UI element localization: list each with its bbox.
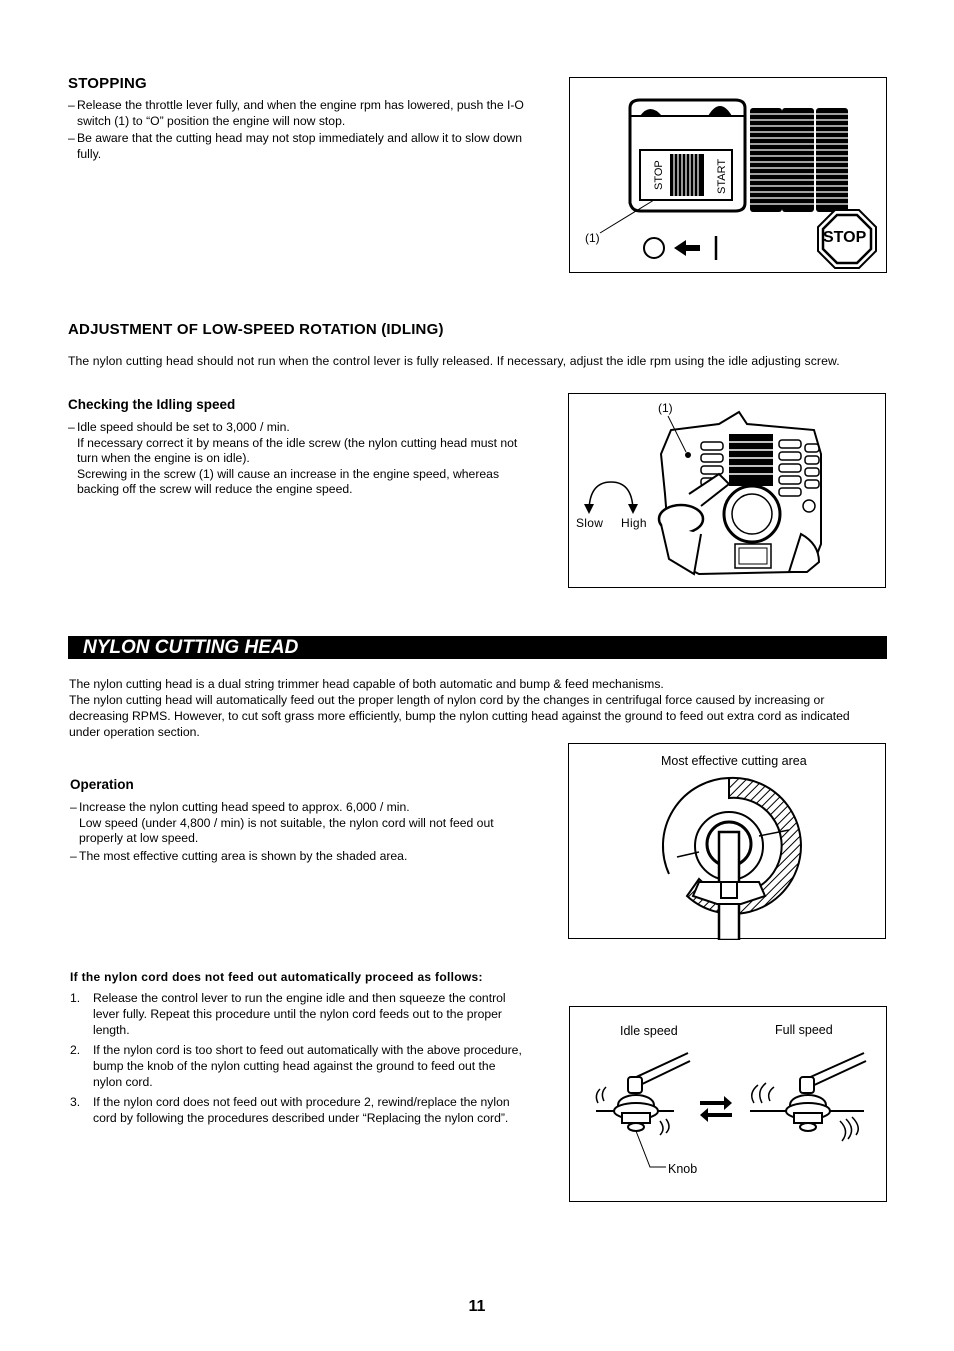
nylon-intro (69, 676, 884, 740)
operation-item-1-line-2: Low speed (under 4,800 / min) is not suitable, the nylon cord will not feed out properly at low speed. (79, 815, 494, 846)
idle-screw-figure (568, 393, 886, 588)
nylon-intro-2: The nylon cutting head will automatically feed out the proper length of nylon cord by the changes in centrifugal force caused by increasing or decreasing RPMS. However, to cut soft grass more efficiently, bump the nylon cutting head against the ground to feed out extra cord as indicated under operation section. (69, 693, 850, 739)
slow-label: Slow (576, 516, 604, 530)
feed-step-1 (68, 990, 523, 1038)
idling-heading: ADJUSTMENT OF LOW-SPEED ROTATION (IDLING) (68, 321, 444, 338)
idling-item-line-3: Screwing in the screw (1) will cause an increase in the engine speed, whereas backing off the screw will reduce the engine speed. (77, 466, 500, 497)
start-slot-label: START (716, 158, 728, 194)
stopping-item-1: – Release the throttle lever fully, and when the engine rpm has lowered, push the I-O switch (1) to “O” position the engine will now stop. (68, 98, 528, 129)
idling-item (68, 420, 518, 498)
feed-step-3-text: If the nylon cord does not feed out with procedure 2, rewind/replace the nylon cord by following the procedures described under “Replacing the nylon cord”. (93, 1095, 510, 1125)
feed-speed-figure (569, 1006, 887, 1202)
operation-heading: Operation (70, 777, 134, 792)
stop-sign-text: STOP (823, 229, 867, 246)
feed-step-3 (68, 1094, 523, 1126)
stop-slot-label: STOP (653, 160, 665, 190)
cutting-area-label: Most effective cutting area (661, 754, 807, 768)
idling-intro: The nylon cutting head should not run when the control lever is fully released. If necessary, adjust the idle rpm using the idle adjusting screw. (68, 354, 840, 368)
feed-step-2-text: If the nylon cord is too short to feed out automatically with the above procedure, bump the knob of the nylon cutting head against the ground to feed out the nylon cord. (93, 1043, 522, 1089)
feed-speed-illustration (570, 1007, 888, 1203)
stopping-list (68, 98, 528, 162)
feed-step-3-number: 3. (70, 1095, 81, 1109)
feed-steps (68, 990, 523, 1130)
operation-item-2: – The most effective cutting area is shown by the shaded area. (70, 849, 520, 865)
feed-step-2-number: 2. (70, 1043, 81, 1057)
feed-step-1-number: 1. (70, 991, 81, 1005)
operation-item-1 (70, 800, 520, 847)
feed-step-2 (68, 1042, 523, 1090)
cutting-area-figure (568, 743, 886, 939)
high-label: High (621, 516, 647, 530)
operation-item-1-line-1: – Increase the nylon cutting head speed to approx. 6,000 / min. (79, 800, 410, 814)
stop-switch-figure (569, 77, 887, 273)
stop-switch-callout: (1) (585, 231, 600, 245)
operation-list (70, 800, 520, 864)
engine-illustration (569, 394, 887, 589)
feed-heading: If the nylon cord does not feed out automatically proceed as follows: (70, 970, 483, 984)
cutting-area-illustration (569, 744, 887, 940)
full-speed-label: Full speed (775, 1023, 833, 1037)
idling-item-line-1: – Idle speed should be set to 3,000 / min. (77, 420, 290, 434)
idling-subheading: Checking the Idling speed (68, 397, 236, 412)
stopping-heading: STOPPING (68, 75, 147, 92)
page-number: 11 (468, 1298, 486, 1315)
idle-screw-callout: (1) (658, 401, 673, 415)
nylon-banner: NYLON CUTTING HEAD (68, 636, 887, 659)
idling-item-line-2: If necessary correct it by means of the idle screw (the nylon cutting head must not turn when the engine is on idle). (77, 435, 518, 466)
knob-label: Knob (668, 1162, 698, 1176)
feed-step-1-text: Release the control lever to run the engine idle and then squeeze the control lever fully. Repeat this procedure until the nylon cord feeds out to the proper length. (93, 991, 506, 1037)
stopping-item-2: – Be aware that the cutting head may not stop immediately and allow it to slow down fully. (68, 131, 528, 162)
idling-list (68, 420, 518, 498)
nylon-intro-1: The nylon cutting head is a dual string trimmer head capable of both automatic and bump & feed mechanisms. (69, 677, 664, 691)
idle-speed-label: Idle speed (620, 1024, 678, 1038)
